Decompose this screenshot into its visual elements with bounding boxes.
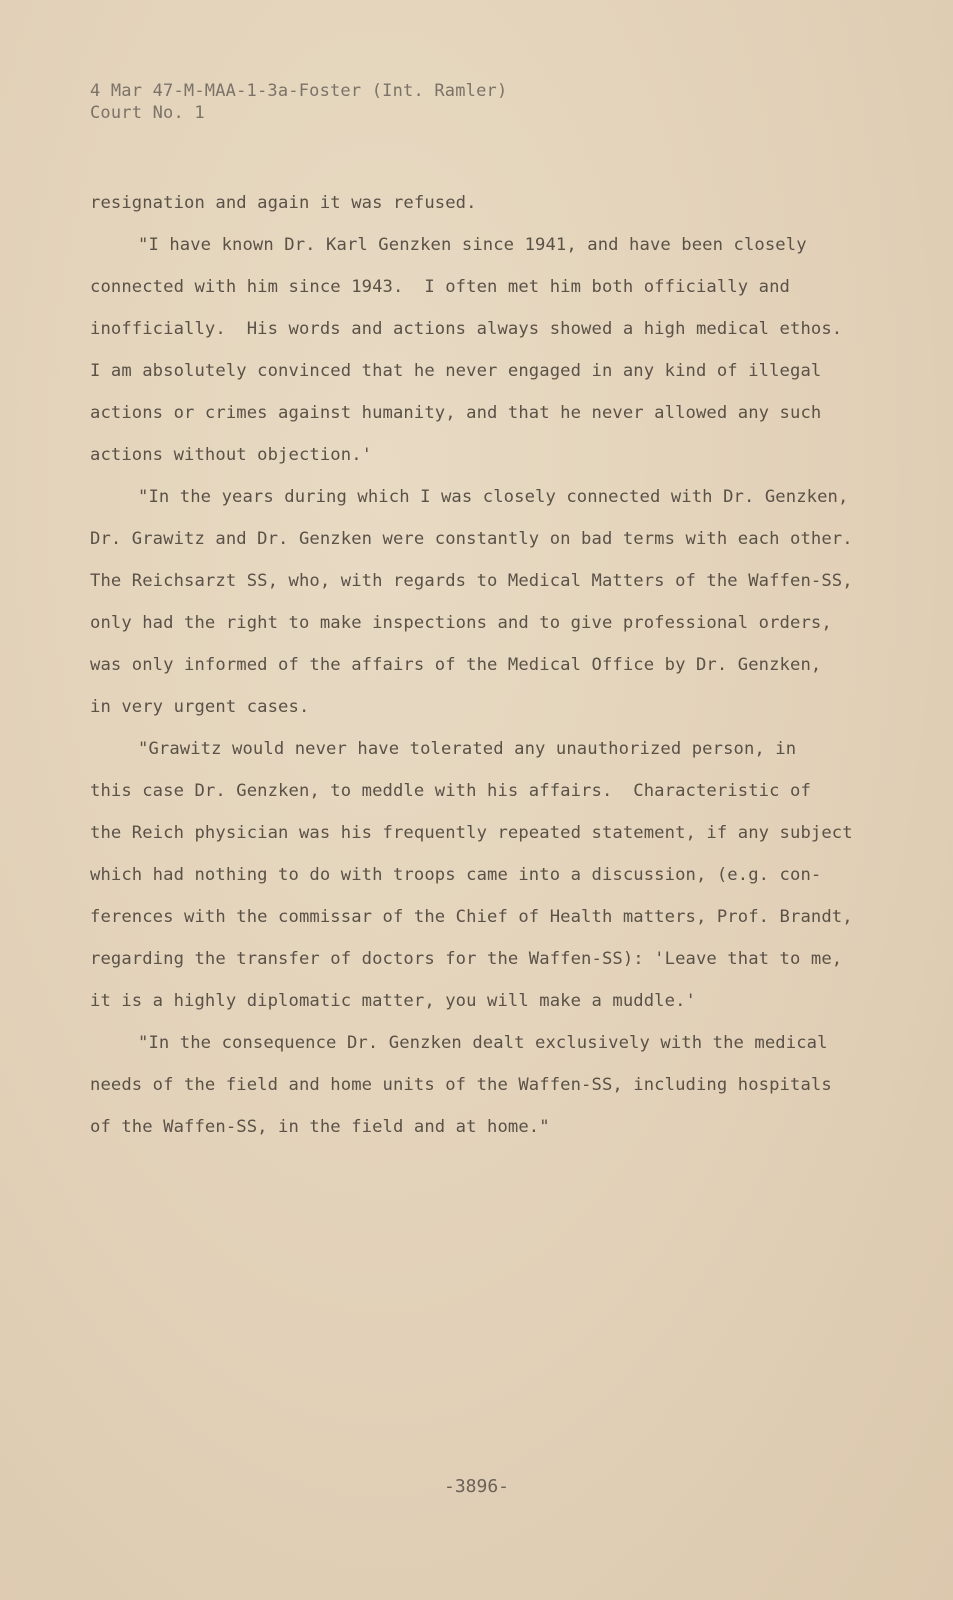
header-reference: 4 Mar 47-M-MAA-1-3a-Foster (Int. Ramler) <box>90 81 508 101</box>
text-line: resignation and again it was refused. <box>90 193 477 213</box>
document-header <box>90 80 507 124</box>
text-line: only had the right to make inspections and to give professional orders, <box>90 613 832 633</box>
text-line: regarding the transfer of doctors for the Waffen-SS): 'Leave that to me, <box>90 949 843 969</box>
text-line: of the Waffen-SS, in the field and at home." <box>90 1117 550 1137</box>
text-line: The Reichsarzt SS, who, with regards to Medical Matters of the Waffen-SS, <box>90 571 853 591</box>
text-line: "Grawitz would never have tolerated any unauthorized person, in <box>138 739 797 759</box>
text-line: needs of the field and home units of the Waffen-SS, including hospitals <box>90 1075 832 1095</box>
text-line: actions or crimes against humanity, and that he never allowed any such <box>90 403 822 423</box>
text-line: inofficially. His words and actions always showed a high medical ethos. <box>90 319 843 339</box>
text-line: ferences with the commissar of the Chief of Health matters, Prof. Brandt, <box>90 907 853 927</box>
text-line: actions without objection.' <box>90 445 373 465</box>
text-line: it is a highly diplomatic matter, you will make a muddle.' <box>90 991 696 1011</box>
text-line: "In the consequence Dr. Genzken dealt exclusively with the medical <box>138 1033 828 1053</box>
text-line: I am absolutely convinced that he never engaged in any kind of illegal <box>90 361 822 381</box>
text-line: connected with him since 1943. I often met him both officially and <box>90 277 790 297</box>
text-line: "In the years during which I was closely connected with Dr. Genzken, <box>138 487 849 507</box>
text-line: this case Dr. Genzken, to meddle with his affairs. Characteristic of <box>90 781 811 801</box>
text-line: in very urgent cases. <box>90 697 310 717</box>
body-text <box>90 182 853 1148</box>
text-line: the Reich physician was his frequently repeated statement, if any subject <box>90 823 853 843</box>
text-line: "I have known Dr. Karl Genzken since 1941, and have been closely <box>138 235 807 255</box>
text-line: Dr. Grawitz and Dr. Genzken were constantly on bad terms with each other. <box>90 529 853 549</box>
text-line: was only informed of the affairs of the Medical Office by Dr. Genzken, <box>90 655 822 675</box>
page-number: -3896- <box>443 1476 510 1497</box>
text-line: which had nothing to do with troops came into a discussion, (e.g. con- <box>90 865 822 885</box>
header-court: Court No. 1 <box>90 103 205 123</box>
